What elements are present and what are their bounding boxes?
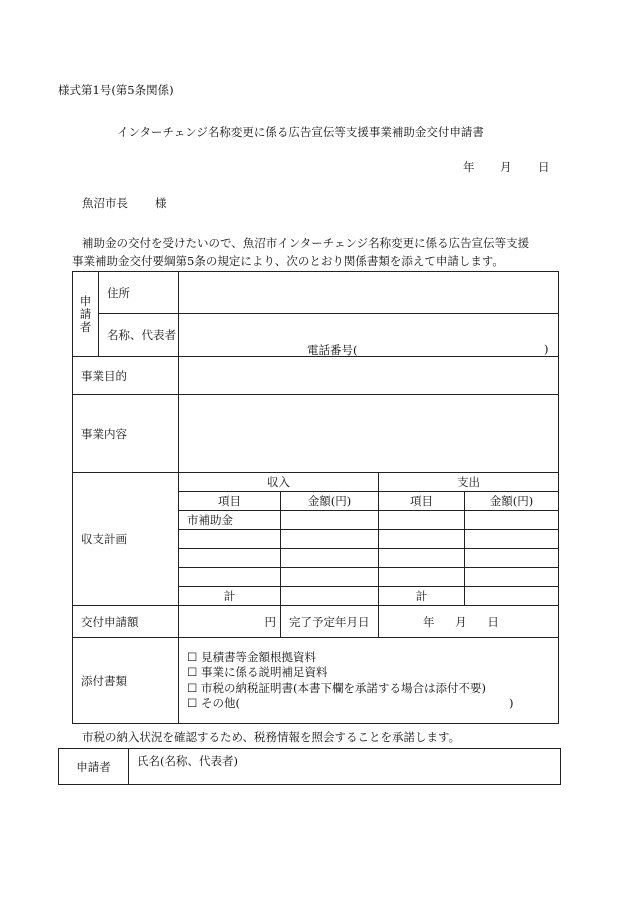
intro-line-2: 事業補助金交付要綱第5条の規定により、次のとおり関係書類を添えて申請します。	[72, 254, 504, 268]
expense-amount-cell[interactable]	[465, 530, 559, 549]
phone-label: 電話番号(	[307, 343, 358, 357]
expense-item-cell[interactable]	[379, 549, 465, 568]
expense-item-cell[interactable]	[379, 511, 465, 530]
address-field[interactable]	[179, 272, 559, 314]
completion-label: 完了予定年月日	[281, 606, 379, 638]
name-field[interactable]	[179, 314, 559, 357]
name-label: 名称、代表者	[99, 314, 179, 357]
expense-amount-cell[interactable]	[465, 511, 559, 530]
consent-applicant-label: 申請者	[59, 749, 129, 785]
form-number: 様式第1号(第5条関係)	[58, 83, 174, 97]
purpose-label: 事業目的	[73, 357, 179, 395]
attachment-item[interactable]: ☐ その他( )	[187, 696, 514, 710]
attachment-item[interactable]: ☐ 事業に係る説明補足資料	[187, 665, 328, 679]
expense-header: 支出	[379, 473, 559, 492]
yen-unit: 円	[264, 614, 276, 629]
application-table	[72, 271, 559, 724]
purpose-field[interactable]	[179, 357, 559, 395]
completion-year: 年	[423, 614, 435, 629]
phone-close: )	[544, 342, 549, 356]
income-amount-cell[interactable]	[281, 549, 379, 568]
addressee-honorific: 様	[155, 196, 167, 210]
income-header: 収入	[179, 473, 379, 492]
attachments-label: 添付書類	[73, 638, 179, 724]
intro-line-1: 補助金の交付を受けたいので、魚沼市インターチェンジ名称変更に係る広告宣伝等支援	[82, 236, 530, 250]
income-amount-cell[interactable]	[281, 511, 379, 530]
expense-amount-cell[interactable]	[465, 549, 559, 568]
attachment-item[interactable]: ☐ 市税の納税証明書(本書下欄を承諾する場合は添付不要)	[187, 680, 486, 695]
income-item-header: 項目	[179, 492, 281, 511]
attachment-item[interactable]: ☐ 見積書等金額根拠資料	[187, 649, 316, 664]
checkbox[interactable]: ☐	[187, 665, 198, 679]
consent-statement: 市税の納入状況を確認するため、税務情報を照会することを承諾します。	[82, 730, 461, 744]
budget-label: 収支計画	[73, 473, 179, 606]
expense-item-header: 項目	[379, 492, 465, 511]
income-item-cell[interactable]	[179, 568, 281, 587]
completion-day: 日	[487, 614, 499, 629]
income-item-cell[interactable]	[179, 549, 281, 568]
income-item-cell[interactable]	[179, 530, 281, 549]
expense-item-cell[interactable]	[379, 530, 465, 549]
income-total-label: 計	[179, 587, 281, 606]
address-label: 住所	[99, 272, 179, 314]
attachments-list	[179, 638, 559, 724]
expense-total-label: 計	[379, 587, 465, 606]
date-year: 年	[463, 160, 475, 174]
applicant-group-label: 申 請 者	[73, 272, 99, 357]
expense-total-amount[interactable]	[465, 587, 559, 606]
other-close: )	[509, 696, 514, 710]
expense-amount-cell[interactable]	[465, 568, 559, 587]
date-day: 日	[538, 160, 550, 174]
expense-amount-header: 金額(円)	[465, 492, 559, 511]
content-field[interactable]	[179, 395, 559, 473]
income-total-amount[interactable]	[281, 587, 379, 606]
checkbox[interactable]: ☐	[187, 649, 198, 664]
grant-request-amount[interactable]	[179, 606, 281, 638]
checkbox[interactable]: ☐	[187, 696, 198, 710]
income-amount-cell[interactable]	[281, 530, 379, 549]
consent-name-label: 氏名(名称、代表者)	[137, 754, 238, 768]
consent-table	[58, 748, 561, 785]
checkbox[interactable]: ☐	[187, 680, 198, 695]
grant-request-label: 交付申請額	[73, 606, 179, 638]
completion-month: 月	[455, 614, 467, 629]
content-label: 事業内容	[73, 395, 179, 473]
income-item-cell: 市補助金	[179, 511, 281, 530]
completion-date-field[interactable]	[379, 606, 559, 638]
document-title: インターチェンジ名称変更に係る広告宣伝等支援事業補助金交付申請書	[117, 125, 484, 139]
income-amount-header: 金額(円)	[281, 492, 379, 511]
income-amount-cell[interactable]	[281, 568, 379, 587]
addressee: 魚沼市長	[82, 196, 128, 210]
date-month: 月	[500, 160, 512, 174]
expense-item-cell[interactable]	[379, 568, 465, 587]
consent-name-field[interactable]	[129, 749, 561, 785]
